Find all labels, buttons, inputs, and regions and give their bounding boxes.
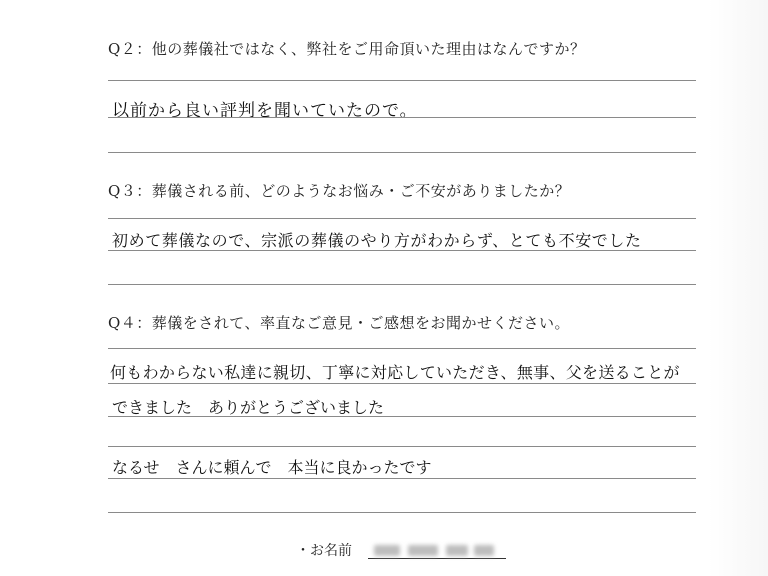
answer-rule xyxy=(108,218,696,219)
answer-rule xyxy=(108,383,696,384)
scan-edge xyxy=(708,0,768,576)
name-redacted xyxy=(368,544,506,559)
answer-rule xyxy=(108,348,696,349)
answer-rule xyxy=(108,284,696,285)
question-4: Q４：葬儀をされて、率直なご意見・ご感想をお聞かせください。 xyxy=(108,314,571,332)
answer-3-line-1: 初めて葬儀なので、宗派の葬儀のやり方がわからず、とても不安でした xyxy=(112,231,642,250)
name-label: ・お名前 xyxy=(296,543,352,559)
answer-2-line-1: 以前から良い評判を聞いていたので。 xyxy=(112,101,418,121)
answer-rule xyxy=(108,478,696,479)
answer-rule xyxy=(108,512,696,513)
answer-rule xyxy=(108,152,696,153)
answer-rule xyxy=(108,250,696,251)
answer-rule xyxy=(108,117,696,118)
answer-4-line-1: 何もわからない私達に親切、丁寧に対応していただき、無事、父を送ることが xyxy=(110,363,680,382)
answer-rule xyxy=(108,446,696,447)
question-3: Q３：葬儀される前、どのようなお悩み・ご不安がありましたか？ xyxy=(108,182,571,200)
name-row xyxy=(296,540,506,560)
answer-4-line-3: なるせ さんに頼んで 本当に良かったです xyxy=(112,458,432,477)
question-2: Q２：他の葬儀社ではなく、弊社をご用命頂いた理由はなんですか？ xyxy=(108,40,586,58)
answer-4-line-2: できました ありがとうございました xyxy=(112,398,385,417)
answer-rule xyxy=(108,80,696,81)
answer-rule xyxy=(108,416,696,417)
